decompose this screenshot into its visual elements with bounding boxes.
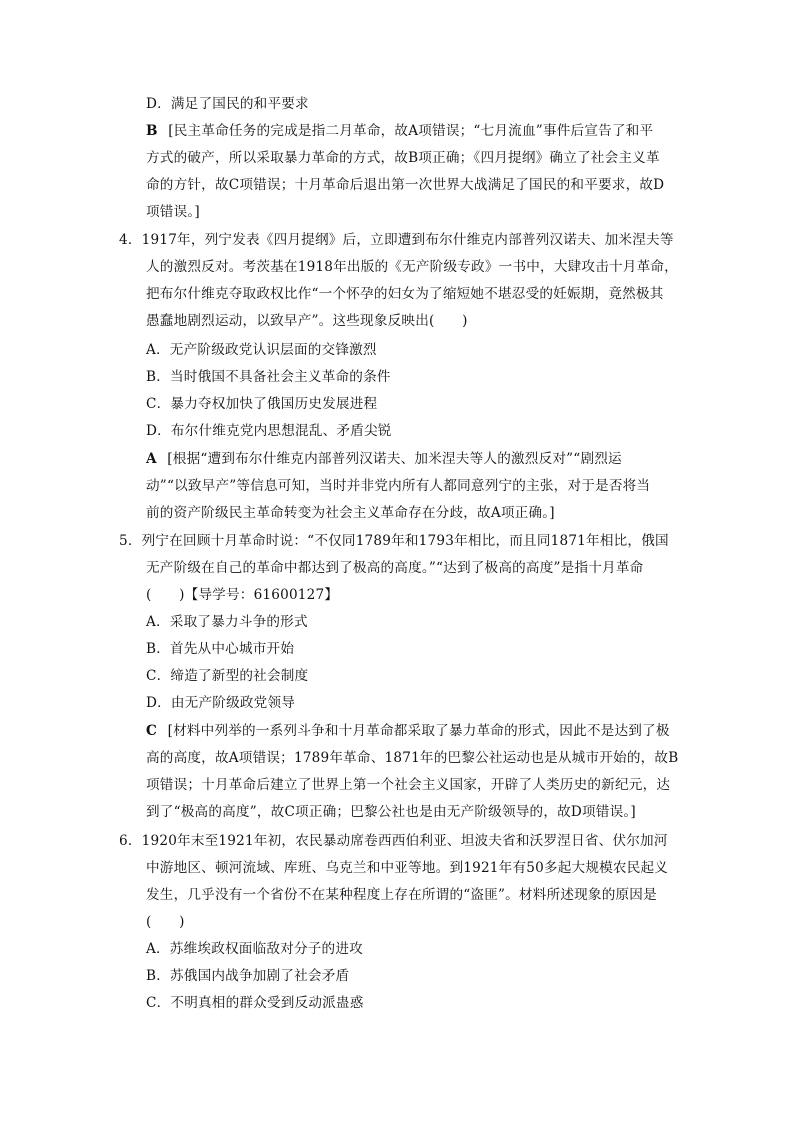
q5-explanation-line-4: 到了“极高的高度”，故C项正确；巴黎公社也是由无产阶级领导的，故D项错误。] <box>146 804 636 820</box>
q4-option-d: D．布尔什维克党内思想混乱、矛盾尖锐 <box>146 423 392 439</box>
q3-answer: B <box>146 123 158 139</box>
q6-option-b: B．苏俄国内战争加剧了社会矛盾 <box>146 968 350 984</box>
q6-stem-line-2: 中游地区、顿河流域、库班、乌克兰和中亚等地。到1921年有50多起大规模农民起义 <box>146 860 669 876</box>
q3-explanation-line-3: 命的方针，故C项错误；十月革命后退出第一次世界大战满足了国民的和平要求，故D <box>146 177 665 193</box>
q4-explanation-line-1 <box>146 446 622 473</box>
q6-option-a: A．苏维埃政权面临敌对分子的进攻 <box>146 941 363 957</box>
q5-explanation-line-2: 高的高度，故A项错误；1789年革命、1871年的巴黎公社运动也是从城市开始的，故B <box>146 750 679 766</box>
q4-option-b: B．当时俄国不具备社会主义革命的条件 <box>146 369 391 385</box>
q5-option-a: A．采取了暴力斗争的形式 <box>146 614 308 630</box>
q5-answer: C <box>146 723 158 739</box>
q4-stem-line-1: 4．1917年，列宁发表《四月提纲》后，立即遭到布尔什维克内部普列汉诺夫、加米涅夫等 <box>119 232 674 248</box>
q4-answer: A <box>146 451 157 467</box>
q3-explanation-line-4: 项错误。] <box>146 204 200 220</box>
q3-explanation-text: [民主革命任务的完成是指二月革命，故A项错误；“七月流血”事件后宣告了和平 <box>168 123 654 139</box>
q4-stem-line-2: 人的激烈反对。考茨基在1918年出版的《无产阶级专政》一书中，大肆攻击十月革命， <box>146 259 678 275</box>
q5-explanation-text: [材料中列举的一系列斗争和十月革命都采取了暴力革命的形式，因此不是达到了极 <box>167 723 670 739</box>
q3-explanation-line-2: 方式的破产，所以采取暴力革命的方式，故B项正确；《四月提纲》确立了社会主义革 <box>146 150 660 166</box>
q4-explanation-line-2: 动”“以致早产”等信息可知，当时并非党内所有人都同意列宁的主张，对于是否将当 <box>146 478 651 494</box>
q3-option-d: D．满足了国民的和平要求 <box>146 96 309 112</box>
q6-stem-line-1: 6．1920年末至1921年初，农民暴动席卷西西伯利亚、坦波夫省和沃罗涅日省、伏尔加河 <box>119 833 668 849</box>
q5-option-c: C．缔造了新型的社会制度 <box>146 668 309 684</box>
q5-option-b: B．首先从中心城市开始 <box>146 641 295 657</box>
q5-stem-line-2: 无产阶级在自己的革命中都达到了极高的高度。”“达到了极高的高度”是指十月革命 <box>146 560 644 576</box>
q4-option-c: C．暴力夺权加快了俄国历史发展进程 <box>146 396 378 412</box>
q5-explanation-line-1 <box>146 718 670 745</box>
q4-stem-line-3: 把布尔什维克夺取政权比作“一个怀孕的妇女为了缩短她不堪忍受的妊娠期，竟然极其 <box>146 286 664 302</box>
q3-explanation-line-1 <box>146 118 653 145</box>
q4-stem-line-4: 愚蠢地剧烈运动，以致早产”。这些现象反映出( ) <box>146 313 468 329</box>
q5-stem-line-1: 5．列宁在回顾十月革命时说：“不仅同1789年和1793年相比，而且同1871年相比，俄国 <box>119 533 669 549</box>
q6-option-c: C．不明真相的群众受到反动派蛊惑 <box>146 995 364 1011</box>
q5-explanation-line-3: 项错误；十月革命后建立了世界上第一个社会主义国家，开辟了人类历史的新纪元，达 <box>146 777 671 793</box>
q5-stem-line-3: ( )【导学号：61600127】 <box>146 587 339 603</box>
q5-option-d: D．由无产阶级政党领导 <box>146 695 296 711</box>
q6-stem-line-3: 发生，几乎没有一个省份不在某种程度上存在所谓的“盗匪”。材料所述现象的原因是 <box>146 887 657 903</box>
q4-explanation-line-3: 前的资产阶级民主革命转变为社会主义革命存在分歧，故A项正确。] <box>146 505 555 521</box>
q4-option-a: A．无产阶级政党认识层面的交锋激烈 <box>146 342 377 358</box>
q6-stem-line-4: ( ) <box>146 914 185 930</box>
q4-explanation-text: [根据“遭到布尔什维克内部普列汉诺夫、加米涅夫等人的激烈反对”“剧烈运 <box>167 451 622 467</box>
